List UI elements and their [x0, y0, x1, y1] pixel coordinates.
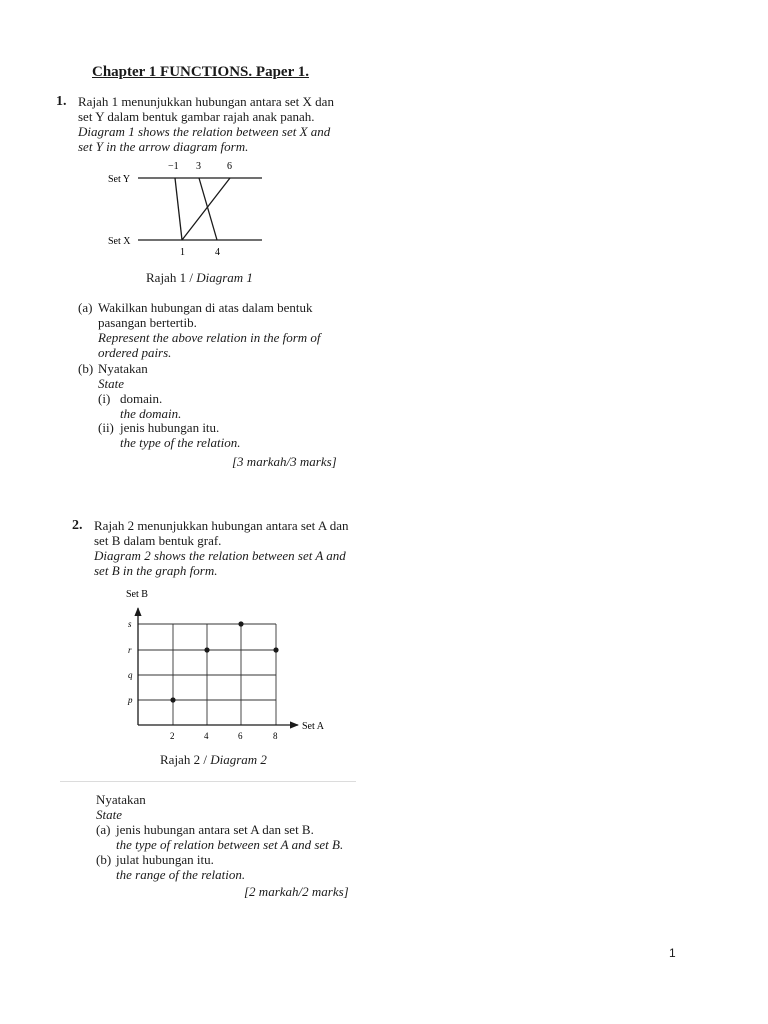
part-label: (b) — [96, 852, 112, 867]
x-tick-label: 6 — [238, 731, 243, 741]
part-b-text-en: State — [98, 376, 124, 391]
set-x-label: Set X — [108, 236, 131, 247]
intro-line: Rajah 2 menunjukkan hubungan antara set A dan — [94, 518, 349, 533]
page-number: 1 — [669, 946, 676, 960]
intro-line-en: Diagram 2 shows the relation between set A and — [94, 548, 346, 563]
part-a-line-en: Represent the above relation in the form of — [98, 330, 321, 345]
subpart-ii-text-en: the type of the relation. — [120, 435, 241, 450]
part-a-text-en: the type of relation between set A and set B. — [116, 837, 344, 852]
y-tick-label: q — [128, 670, 133, 680]
part-b-text: julat hubungan itu. — [116, 852, 214, 867]
x-tick-label: 4 — [204, 731, 209, 741]
point-8-r — [273, 647, 278, 652]
part-a-line: Wakilkan hubungan di atas dalam bentuk — [98, 300, 313, 315]
y-value: −1 — [168, 161, 179, 172]
intro-line: set Y dalam bentuk gambar rajah anak panah. — [78, 109, 315, 124]
page-title: Chapter 1 FUNCTIONS. Paper 1. — [92, 64, 309, 80]
point-6-s — [238, 621, 243, 626]
diagram-caption: Rajah 1 / Diagram 1 — [146, 270, 253, 285]
intro-line-en: set Y in the arrow diagram form. — [78, 139, 249, 154]
intro-line: set B dalam bentuk graf. — [94, 533, 222, 548]
x-value: 1 — [180, 247, 185, 258]
set-y-label: Set Y — [108, 174, 131, 185]
x-tick-label: 8 — [273, 731, 278, 741]
x-tick-label: 2 — [170, 731, 175, 741]
marks: [2 markah/2 marks] — [244, 884, 349, 899]
subpart-i-text-en: the domain. — [120, 406, 182, 421]
y-tick-label: p — [128, 695, 133, 705]
part-label: (a) — [78, 300, 93, 315]
y-tick-label: r — [128, 645, 132, 655]
subpart-label: (i) — [98, 391, 111, 406]
part-label: (a) — [96, 822, 111, 837]
y-value: 6 — [227, 161, 232, 172]
part-label: (b) — [78, 361, 94, 376]
state-text: Nyatakan — [96, 792, 146, 807]
part-b-text: Nyatakan — [98, 361, 148, 376]
graph-caption: Rajah 2 / Diagram 2 — [160, 752, 267, 767]
divider — [60, 781, 356, 782]
intro-line-en: Diagram 1 shows the relation between set X and — [78, 124, 331, 139]
relation-graph — [110, 584, 340, 750]
subpart-i-text: domain. — [120, 391, 163, 406]
part-a-line-en: ordered pairs. — [98, 345, 172, 360]
y-tick-label: s — [128, 619, 132, 629]
question-number: 2. — [72, 518, 83, 533]
x-value: 4 — [215, 247, 220, 258]
arrow-1-to-neg1 — [175, 178, 182, 240]
y-axis-label: Set B — [126, 589, 148, 600]
subpart-label: (ii) — [98, 420, 114, 435]
point-4-r — [204, 647, 209, 652]
marks: [3 markah/3 marks] — [232, 454, 337, 469]
state-text-en: State — [96, 807, 122, 822]
part-a-text: jenis hubungan antara set A dan set B. — [116, 822, 314, 837]
intro-line-en: set B in the graph form. — [94, 563, 218, 578]
subpart-ii-text: jenis hubungan itu. — [120, 420, 220, 435]
part-b-text-en: the range of the relation. — [116, 867, 246, 882]
y-value: 3 — [196, 161, 201, 172]
grid — [138, 624, 276, 725]
question-number: 1. — [56, 94, 67, 109]
part-a-line: pasangan bertertib. — [98, 315, 197, 330]
intro-line: Rajah 1 menunjukkan hubungan antara set X dan — [78, 94, 334, 109]
x-axis-label: Set A — [302, 721, 324, 732]
point-2-p — [170, 697, 175, 702]
arrow-diagram — [100, 156, 270, 266]
arrow-4-to-3 — [199, 178, 217, 240]
